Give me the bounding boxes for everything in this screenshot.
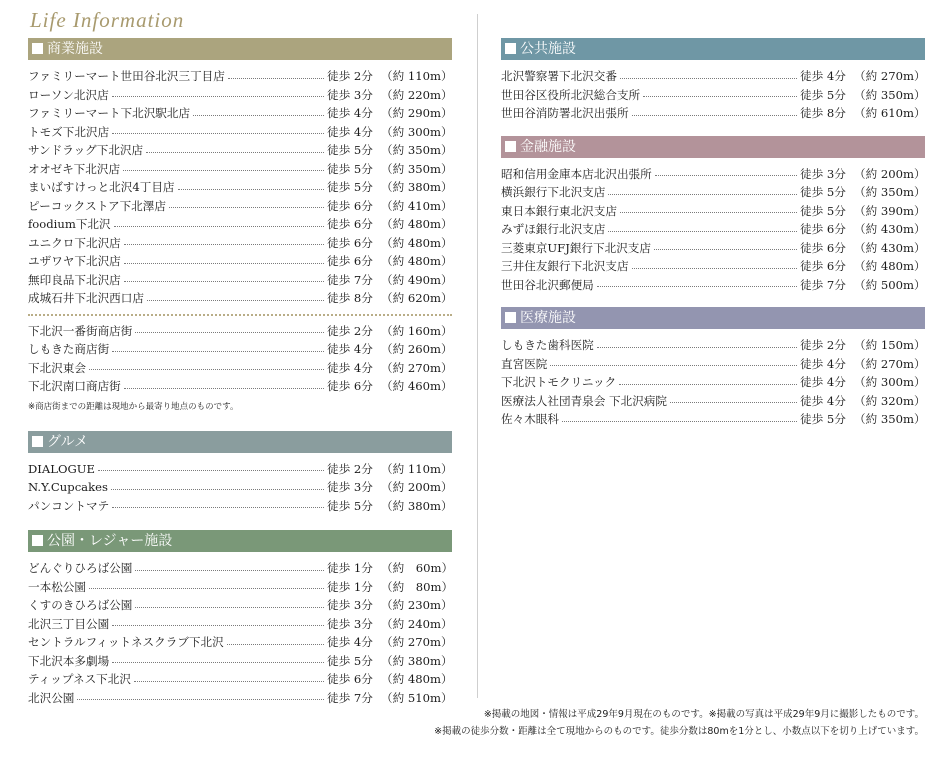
leader-dots [619, 384, 797, 385]
facility-row [501, 183, 925, 202]
section-gourmet [28, 431, 452, 516]
walk-time: 徒歩 5分 [327, 180, 373, 195]
walk-time: 徒歩 4分 [327, 635, 373, 650]
leader-dots [112, 351, 324, 352]
square-icon [505, 141, 516, 152]
walk-time: 徒歩 4分 [327, 342, 373, 357]
section-header-label: 公共施設 [520, 41, 576, 57]
leader-dots [111, 489, 324, 490]
leader-dots [112, 96, 324, 97]
leader-dots [550, 365, 797, 366]
square-icon [32, 436, 43, 447]
facility-name: 一本松公園 [28, 579, 86, 594]
facility-row [28, 460, 452, 479]
facility-name: サンドラッグ下北沢店 [28, 143, 144, 158]
facility-row [28, 478, 452, 497]
leader-dots [135, 570, 324, 571]
section-header-label: グルメ [47, 433, 89, 450]
facility-name: パンコントマテ [28, 498, 110, 513]
walk-time: 徒歩 8分 [327, 291, 373, 306]
leader-dots [169, 207, 324, 208]
distance: （約 350m） [381, 161, 453, 176]
walk-time: 徒歩 2分 [800, 338, 846, 353]
section-header-park [28, 530, 452, 552]
facility-name: 下北沢トモクリニック [501, 375, 617, 390]
distance: （約 620m） [381, 291, 453, 306]
facility-name: N.Y.Cupcakes [28, 480, 108, 495]
leader-dots [654, 249, 797, 250]
leader-dots [597, 347, 797, 348]
section-header-label: 商業施設 [47, 41, 103, 57]
walk-time: 徒歩 3分 [327, 480, 373, 495]
facility-row [28, 197, 452, 216]
distance: （約 290m） [381, 106, 453, 121]
walk-time: 徒歩 2分 [327, 323, 373, 338]
distance: （約 350m） [854, 412, 926, 427]
leader-dots [670, 402, 797, 403]
walk-time: 徒歩 6分 [327, 198, 373, 213]
section-header-label: 医療施設 [520, 310, 576, 326]
facility-name: 世田谷区役所北沢総合支所 [501, 87, 641, 102]
walk-time: 徒歩 1分 [327, 561, 373, 576]
facility-row [28, 670, 452, 689]
facility-name: 佐々木眼科 [501, 412, 559, 427]
walk-time: 徒歩 6分 [327, 379, 373, 394]
facility-name: 北沢公園 [28, 690, 75, 705]
distance: （約 230m） [381, 598, 453, 613]
section-commercial [28, 38, 452, 412]
distance: （約 380m） [381, 180, 453, 195]
walk-time: 徒歩 5分 [327, 653, 373, 668]
facility-name: 医療法人社団青泉会 下北沢病院 [501, 393, 667, 408]
walk-time: 徒歩 1分 [327, 579, 373, 594]
walk-time: 徒歩 5分 [800, 185, 846, 200]
facility-name: ユニクロ下北沢店 [28, 235, 121, 250]
leader-dots [608, 194, 797, 195]
facility-row [28, 652, 452, 671]
leader-dots [643, 96, 797, 97]
distance: （約 200m） [854, 166, 926, 181]
leader-dots [124, 281, 324, 282]
walk-time: 徒歩 6分 [800, 240, 846, 255]
facility-name: 横浜銀行下北沢支店 [501, 185, 606, 200]
walk-time: 徒歩 3分 [327, 616, 373, 631]
leader-dots [134, 681, 324, 682]
leader-dots [562, 421, 797, 422]
facility-name: ローソン北沢店 [28, 87, 109, 102]
walk-time: 徒歩 3分 [327, 87, 373, 102]
facility-name: くすのきひろば公園 [28, 598, 133, 613]
distance: （約 350m） [381, 143, 453, 158]
walk-time: 徒歩 6分 [800, 222, 846, 237]
walk-time: 徒歩 4分 [327, 360, 373, 375]
facility-name: セントラルフィットネスクラブ下北沢 [28, 635, 224, 650]
facility-row [501, 373, 925, 392]
facility-row [28, 289, 452, 308]
medical-list [501, 336, 925, 429]
distance: （約 270m） [381, 635, 453, 650]
leader-dots [135, 332, 324, 333]
facility-name: ピーコックストア下北澤店 [28, 198, 166, 213]
distance: （約 350m） [854, 87, 926, 102]
distance: （約 430m） [854, 222, 926, 237]
distance: （約 110m） [381, 461, 453, 476]
section-park [28, 530, 452, 707]
leader-dots [608, 231, 797, 232]
facility-row [28, 178, 452, 197]
square-icon [32, 535, 43, 546]
facility-row [28, 359, 452, 378]
facility-row [28, 596, 452, 615]
walk-time: 徒歩 5分 [327, 143, 373, 158]
distance: （約 430m） [854, 240, 926, 255]
walk-time: 徒歩 4分 [800, 375, 846, 390]
leader-dots [112, 662, 324, 663]
facility-name: 下北沢一番街商店街 [28, 323, 133, 338]
distance: （約 490m） [381, 272, 453, 287]
facility-row [28, 234, 452, 253]
distance: （約 60m） [381, 561, 454, 576]
walk-time: 徒歩 5分 [327, 161, 373, 176]
square-icon [32, 43, 43, 54]
facility-name: 世田谷消防署北沢出張所 [501, 106, 629, 121]
distance: （約 390m） [854, 203, 926, 218]
distance: （約 500m） [854, 277, 926, 292]
facility-row [501, 257, 925, 276]
facility-row [501, 104, 925, 123]
walk-time: 徒歩 5分 [800, 412, 846, 427]
walk-time: 徒歩 6分 [327, 235, 373, 250]
leader-dots [146, 152, 324, 153]
leader-dots [135, 607, 324, 608]
distance: （約 350m） [854, 185, 926, 200]
leader-dots [632, 268, 797, 269]
section-header-gourmet [28, 431, 452, 453]
distance: （約 380m） [381, 653, 453, 668]
walk-time: 徒歩 7分 [327, 272, 373, 287]
walk-time: 徒歩 3分 [327, 598, 373, 613]
facility-name: 三菱東京UFJ銀行下北沢支店 [501, 240, 651, 255]
walk-time: 徒歩 4分 [800, 69, 846, 84]
leader-dots [632, 115, 797, 116]
distance: （約 220m） [381, 87, 453, 102]
distance: （約 200m） [381, 480, 453, 495]
walk-time: 徒歩 8分 [800, 106, 846, 121]
finance-list [501, 165, 925, 295]
facility-name: foodium下北沢 [28, 217, 111, 232]
facility-name: しもきた商店街 [28, 342, 110, 357]
walk-time: 徒歩 6分 [327, 254, 373, 269]
facility-row [28, 615, 452, 634]
leader-dots [620, 78, 797, 79]
facility-name: オオゼキ下北沢店 [28, 161, 121, 176]
leader-dots [112, 507, 324, 508]
facility-row [501, 202, 925, 221]
facility-row [28, 160, 452, 179]
facility-name: ファミリーマート下北沢駅北店 [28, 106, 191, 121]
facility-row [28, 123, 452, 142]
walk-time: 徒歩 3分 [800, 166, 846, 181]
walk-time: 徒歩 5分 [327, 498, 373, 513]
facility-row [501, 239, 925, 258]
facility-name: どんぐりひろば公園 [28, 561, 133, 576]
leader-dots [112, 133, 324, 134]
distance: （約 110m） [381, 69, 453, 84]
gourmet-list [28, 460, 452, 516]
leader-dots [98, 470, 324, 471]
facility-row [501, 165, 925, 184]
distance: （約 380m） [381, 498, 453, 513]
leader-dots [178, 189, 324, 190]
distance: （約 410m） [381, 198, 453, 213]
facility-name: 成城石井下北沢西口店 [28, 291, 144, 306]
leader-dots [89, 369, 324, 370]
right-column [501, 38, 925, 429]
distance: （約 270m） [381, 360, 453, 375]
distance: （約 320m） [854, 393, 926, 408]
section-finance [501, 136, 925, 295]
page-title: Life Information [30, 8, 185, 32]
leader-dots [123, 170, 324, 171]
leader-dots [227, 644, 324, 645]
facility-name: 下北沢東会 [28, 360, 86, 375]
facility-row [28, 104, 452, 123]
distance: （約 270m） [854, 69, 926, 84]
facility-name: みずほ銀行北沢支店 [501, 222, 606, 237]
facility-name: 直宮医院 [501, 356, 548, 371]
section-medical [501, 307, 925, 429]
walk-time: 徒歩 2分 [327, 69, 373, 84]
distance: （約 480m） [381, 254, 453, 269]
distance: （約 240m） [381, 616, 453, 631]
section-header-medical [501, 307, 925, 329]
walk-time: 徒歩 6分 [327, 217, 373, 232]
footnote-1: ※掲載の地図・情報は平成29年9月現在のものです。※掲載の写真は平成29年9月に撮影したものです。 [483, 709, 924, 720]
leader-dots [147, 300, 324, 301]
commercial-list [28, 67, 452, 308]
facility-name: 三井住友銀行下北沢支店 [501, 259, 629, 274]
facility-row [501, 336, 925, 355]
facility-row [28, 215, 452, 234]
facility-row [501, 355, 925, 374]
facility-row [28, 141, 452, 160]
facility-row [28, 497, 452, 516]
facility-row [28, 67, 452, 86]
left-column [28, 38, 452, 707]
facility-row [28, 340, 452, 359]
leader-dots [655, 175, 797, 176]
shopping-street-list [28, 322, 452, 396]
walk-time: 徒歩 7分 [800, 277, 846, 292]
square-icon [505, 43, 516, 54]
facility-name: 下北沢南口商店街 [28, 379, 121, 394]
distance: （約 610m） [854, 106, 926, 121]
facility-name: まいばすけっと北沢4丁目店 [28, 180, 175, 195]
facility-row [501, 86, 925, 105]
section-header-finance [501, 136, 925, 158]
walk-time: 徒歩 6分 [800, 259, 846, 274]
leader-dots [597, 286, 797, 287]
facility-name: 東日本銀行東北沢支店 [501, 203, 617, 218]
walk-time: 徒歩 2分 [327, 461, 373, 476]
facility-name: DIALOGUE [28, 461, 95, 476]
facility-row [28, 689, 452, 708]
shopping-street-note: ※商店街までの距離は現地から最寄り地点のものです。 [28, 401, 239, 412]
footnote-2: ※掲載の徒歩分数・距離は全て現地からのものです。徒歩分数は80mを1分とし、小数点以下を切り上げています。 [434, 726, 924, 737]
section-public [501, 38, 925, 123]
facility-name: ティップネス下北沢 [28, 672, 131, 687]
distance: （約 150m） [854, 338, 926, 353]
distance: （約 480m） [381, 672, 453, 687]
facility-name: 下北沢本多劇場 [28, 653, 110, 668]
distance: （約 300m） [381, 124, 453, 139]
walk-time: 徒歩 4分 [327, 106, 373, 121]
walk-time: 徒歩 4分 [327, 124, 373, 139]
facility-row [28, 252, 452, 271]
facility-row [28, 559, 452, 578]
walk-time: 徒歩 4分 [800, 393, 846, 408]
facility-row [501, 276, 925, 295]
facility-name: 世田谷北沢郵便局 [501, 277, 594, 292]
walk-time: 徒歩 5分 [800, 203, 846, 218]
distance: （約 480m） [381, 217, 453, 232]
leader-dots [112, 625, 324, 626]
distance: （約 480m） [854, 259, 926, 274]
column-divider [477, 14, 478, 698]
facility-name: 無印良品下北沢店 [28, 272, 121, 287]
distance: （約 260m） [381, 342, 453, 357]
facility-name: トモズ下北沢店 [28, 124, 110, 139]
section-header-label: 公園・レジャー施設 [47, 533, 173, 549]
facility-name: ファミリーマート世田谷北沢三丁目店 [28, 69, 225, 84]
walk-time: 徒歩 4分 [800, 356, 846, 371]
leader-dots [114, 226, 324, 227]
distance: （約 160m） [381, 323, 453, 338]
facility-row [28, 578, 452, 597]
distance: （約 80m） [381, 579, 454, 594]
distance: （約 300m） [854, 375, 926, 390]
facility-row [501, 410, 925, 429]
dotted-separator [28, 314, 452, 316]
leader-dots [124, 263, 324, 264]
distance: （約 510m） [381, 690, 453, 705]
section-header-commercial [28, 38, 452, 60]
section-header-label: 金融施設 [520, 138, 576, 155]
facility-row [28, 633, 452, 652]
facility-row [28, 322, 452, 341]
facility-row [28, 271, 452, 290]
leader-dots [77, 699, 324, 700]
public-list [501, 67, 925, 123]
leader-dots [124, 388, 324, 389]
square-icon [505, 312, 516, 323]
leader-dots [124, 244, 324, 245]
section-header-public [501, 38, 925, 60]
leader-dots [228, 78, 324, 79]
distance: （約 480m） [381, 235, 453, 250]
facility-name: しもきた歯科医院 [501, 338, 594, 353]
facility-row [501, 220, 925, 239]
facility-name: 昭和信用金庫本店北沢出張所 [501, 166, 652, 181]
walk-time: 徒歩 6分 [327, 672, 373, 687]
leader-dots [89, 588, 324, 589]
facility-name: 北沢三丁目公園 [28, 616, 110, 631]
walk-time: 徒歩 5分 [800, 87, 846, 102]
distance: （約 460m） [381, 379, 453, 394]
facility-row [28, 86, 452, 105]
facility-name: ユザワヤ下北沢店 [28, 254, 121, 269]
leader-dots [193, 115, 324, 116]
facility-row [501, 392, 925, 411]
leader-dots [620, 212, 797, 213]
facility-row [501, 67, 925, 86]
distance: （約 270m） [854, 356, 926, 371]
facility-name: 北沢警察署下北沢交番 [501, 69, 617, 84]
walk-time: 徒歩 7分 [327, 690, 373, 705]
park-list [28, 559, 452, 707]
facility-row [28, 377, 452, 396]
